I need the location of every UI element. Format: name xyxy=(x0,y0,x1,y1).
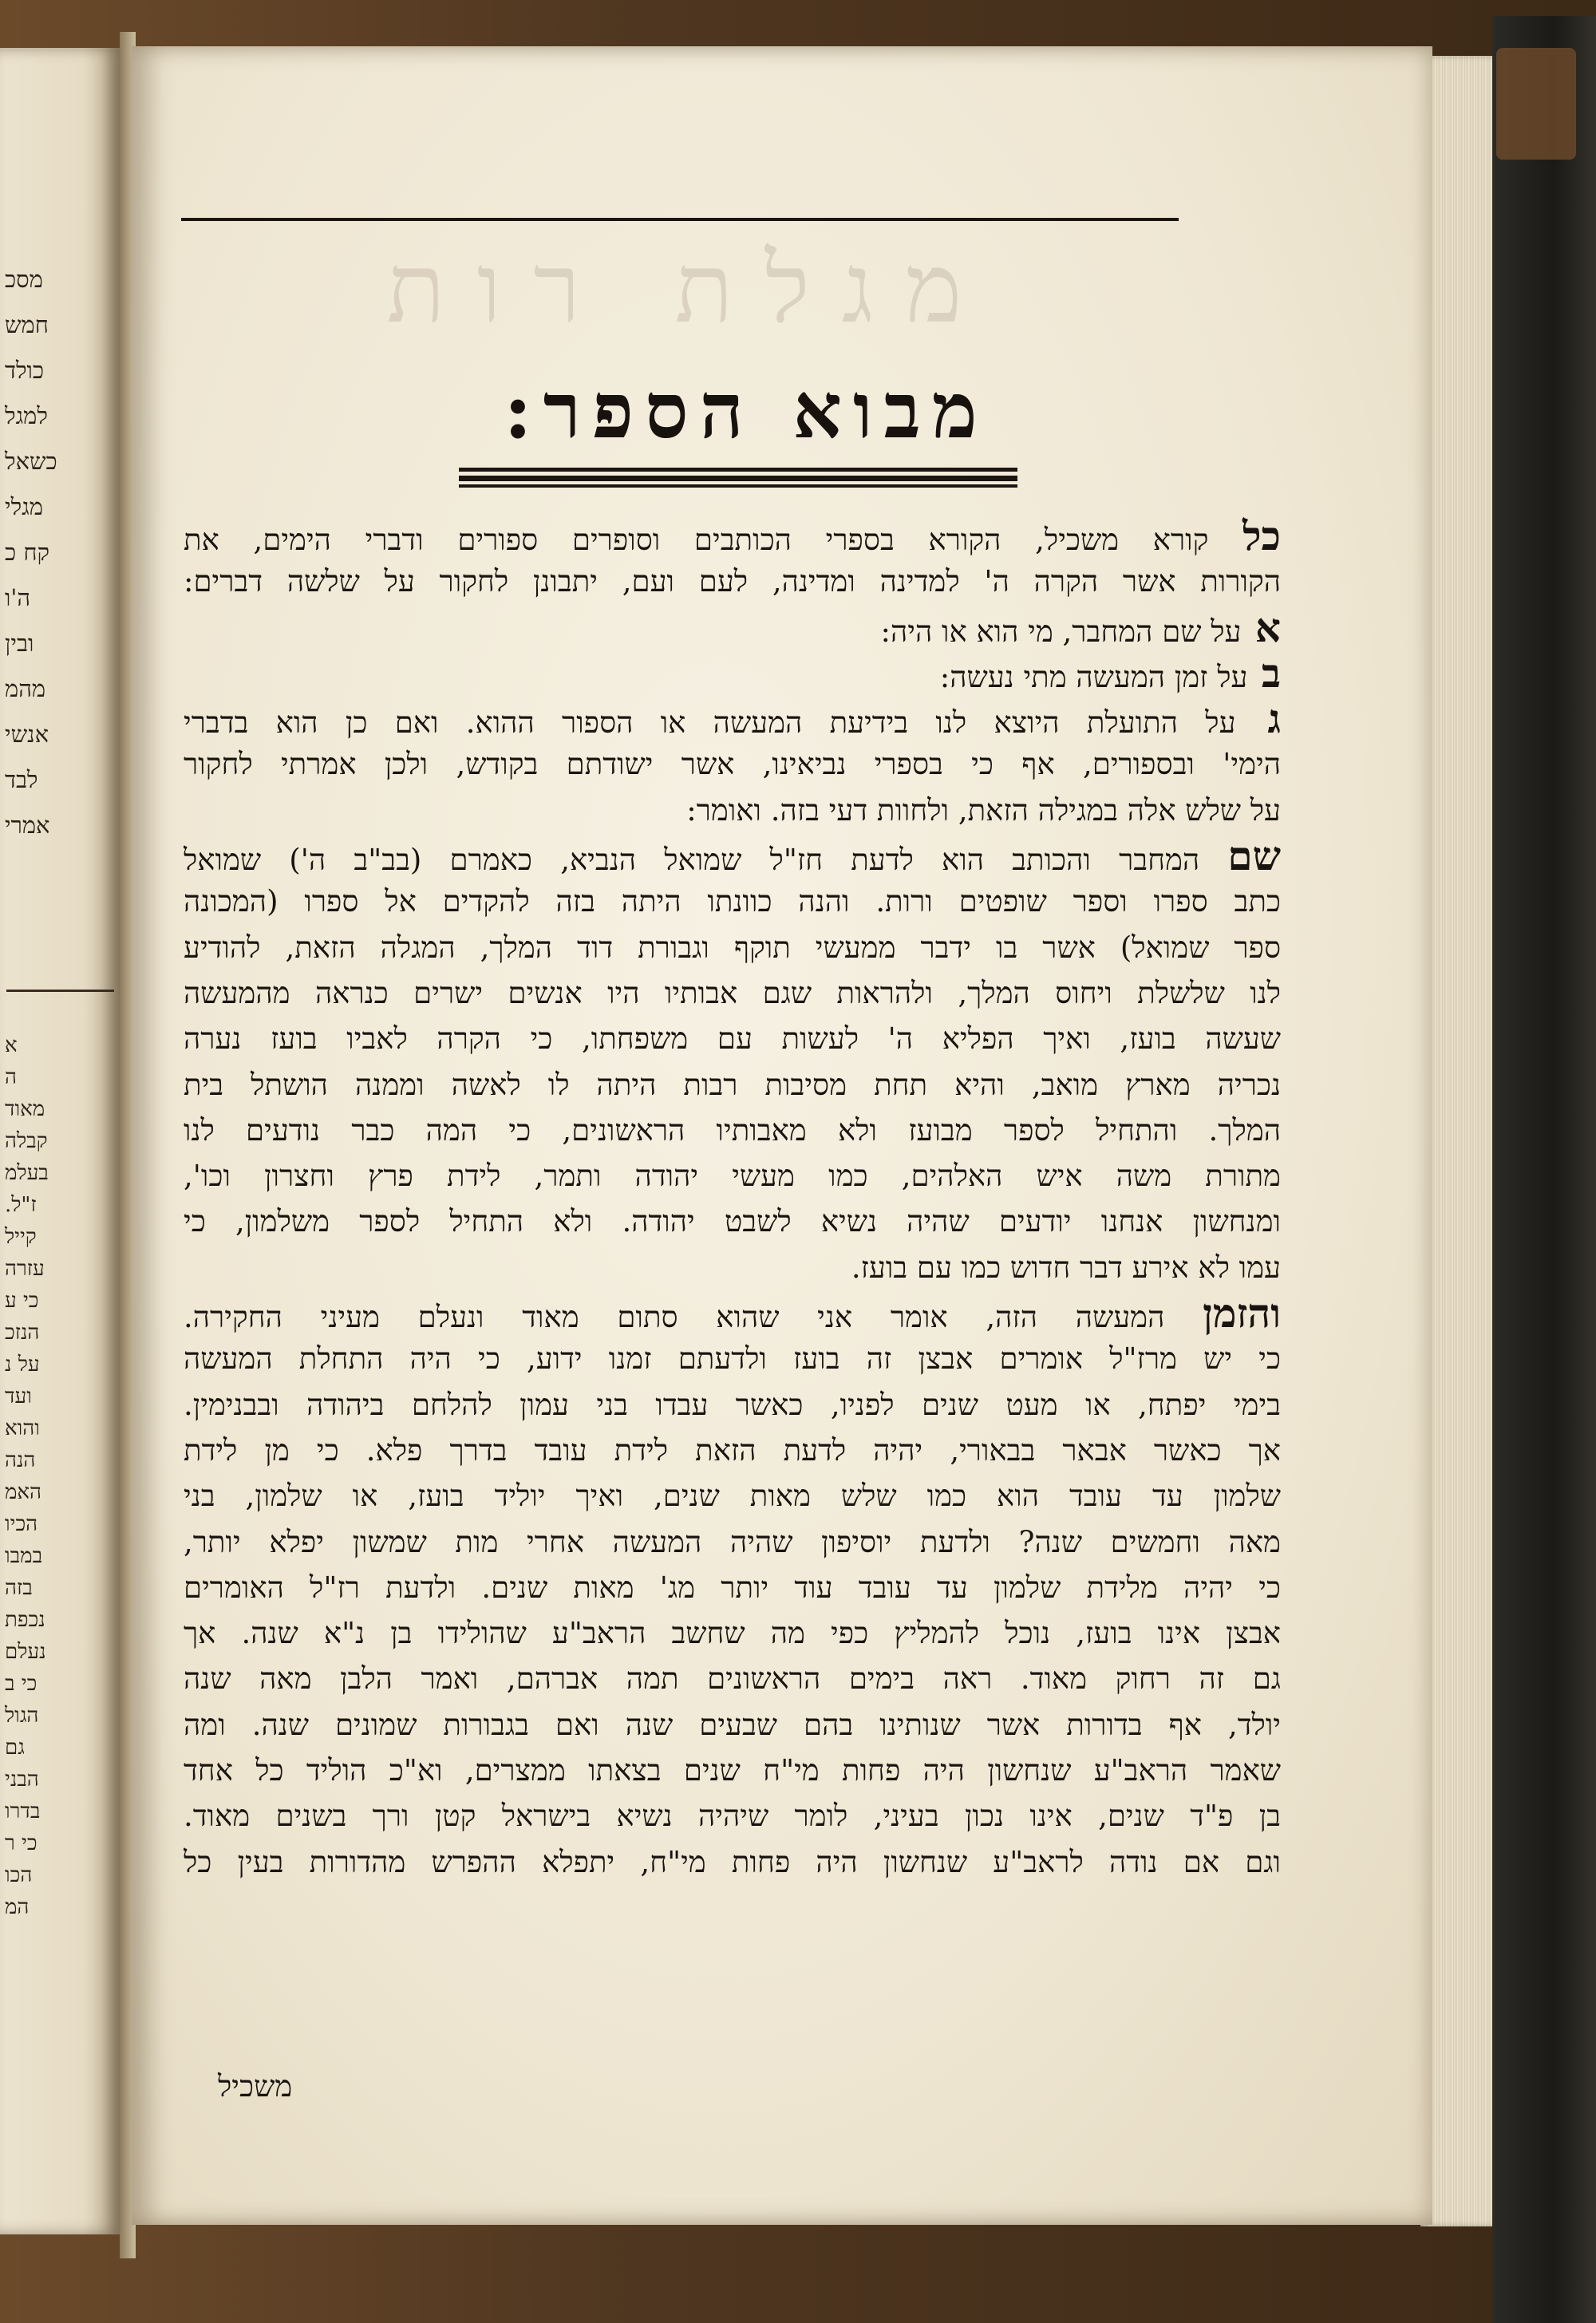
text-line: וגם אם נודה לראב"ע שנחשון היה פחות מי"ח, יתפלא ההפרש מהדורות בעין כל xyxy=(184,1844,1281,1879)
previous-page-line: כי ע xyxy=(5,1289,39,1313)
catchword: משכיל xyxy=(218,2069,293,2104)
previous-page-line: חמש xyxy=(5,311,49,338)
previous-page-line: על נ xyxy=(5,1353,40,1377)
text-line: שם המחבר והכותב הוא לדעת חז"ל שמואל הנביא, כאמרם (בב"ב ה') שמואל xyxy=(184,833,1281,879)
text-line: על שלש אלה במגילה הזאת, ולחוות דעי בזה. ואומר: xyxy=(686,792,1281,828)
text-line: נכריה מארץ מואב, והיא תחת מסיבות רבות היתה לו לאשה וממנה הושתל בית xyxy=(184,1067,1281,1102)
text-line: שאמר הראב"ע שנחשון היה פחות מי"ח שנים בצאתו ממצרים, וא"כ הוליד כל אחד xyxy=(184,1753,1281,1788)
text-line: בימי יפתח, או מעט שנים לפניו, כאשר עבדו בני עמון להלחם ביהודה ובבנימין. xyxy=(184,1387,1281,1422)
previous-page-line: קייל xyxy=(5,1225,37,1249)
book-cover xyxy=(1492,16,1596,2323)
previous-page-line: כי ב xyxy=(5,1672,38,1696)
previous-page-line: כשאל xyxy=(5,448,57,475)
page-block-edge xyxy=(1420,56,1500,2226)
previous-page-line: ה xyxy=(5,1065,17,1089)
previous-page-line: מגלי xyxy=(5,493,43,520)
previous-page-line: הכיו xyxy=(5,1512,38,1536)
previous-page-line: אנשי xyxy=(5,721,49,748)
previous-page-line: מסכ xyxy=(5,266,43,293)
top-rule xyxy=(181,218,1179,221)
text-line: שלמון עד עובד הוא כמו שלש מאות שנים, ואיך יוליד בועז, או שלמון, בני xyxy=(184,1479,1281,1514)
main-page xyxy=(132,46,1432,2225)
previous-page-line: עזרה xyxy=(5,1257,45,1281)
text-line: ג על התועלת היוצא לנו בידיעת המעשה או הספור ההוא. ואם כן הוא בדברי xyxy=(184,696,1281,742)
text-line: כל קורא משכיל, הקורא בספרי הכותבים וסופרים ספורים ודברי הימים, את xyxy=(184,513,1281,559)
previous-page-line: הכו xyxy=(5,1863,33,1887)
previous-page-line: ה'ו xyxy=(5,584,31,611)
previous-page-line: והוא xyxy=(5,1416,40,1440)
previous-page-line: לבד xyxy=(5,766,38,793)
previous-page-line: נעלם xyxy=(5,1640,46,1664)
cover-wear-patch xyxy=(1496,48,1576,160)
previous-page-line: בדרו xyxy=(5,1800,41,1823)
previous-page-line: האמ xyxy=(5,1480,41,1504)
title-ornament-rule xyxy=(459,468,1017,488)
previous-page-line: ועד xyxy=(5,1385,32,1408)
previous-page-text-top xyxy=(5,257,117,848)
text-line: הימי' ובספורים, אף כי בספרי נביאינו, אשר ישודתם בקודש, ולכן אמרתי לחקור xyxy=(184,747,1281,782)
previous-page-line: קח כ xyxy=(5,539,50,566)
text-line: מאה וחמשים שנה? ולדעת יוסיפון שהיה המעשה אחרי מות שמשון יפלא יותר, xyxy=(184,1524,1281,1559)
previous-page-line: במבו xyxy=(5,1544,43,1568)
previous-page-line: כולד xyxy=(5,357,45,384)
page-title: מבוא הספר: xyxy=(504,365,989,456)
previous-page-line: הנה xyxy=(5,1448,36,1472)
text-line: עמו לא אירע דבר חדוש כמו עם בועז. xyxy=(851,1250,1281,1285)
previous-page-text-bottom xyxy=(5,1029,117,1923)
previous-page-line: המ xyxy=(5,1895,30,1919)
previous-page-line: הבני xyxy=(5,1768,39,1792)
previous-page-line: קבלה xyxy=(5,1129,48,1153)
text-line: גם זה רחוק מאוד. ראה בימים הראשונים תמה אברהם, ואמר הלבן מאה שנה xyxy=(184,1661,1281,1697)
previous-page-line: הנזכ xyxy=(5,1321,40,1345)
previous-page-line: בזה xyxy=(5,1576,33,1600)
text-line: כי יש מרז"ל אומרים אבצן זה בועז ולדעתם זמנו ידוע, כי היה התחלת המעשה xyxy=(184,1341,1281,1377)
previous-page-line: הגול xyxy=(5,1704,39,1728)
text-line: הקורות אשר הקרה ה' למדינה ומדינה, לעם ועם, יתבונן לחקור על שלשה דברים: xyxy=(184,564,1281,599)
previous-page-line: נכפת xyxy=(5,1608,45,1632)
text-line: והזמן המעשה הזה, אומר אני שהוא סתום מאוד ונעלם מעיני החקירה. xyxy=(184,1290,1281,1337)
previous-page-line: כי ר xyxy=(5,1831,38,1855)
previous-page-line: א xyxy=(5,1033,18,1057)
previous-page-line: מהמ xyxy=(5,675,46,702)
text-line: ב על זמן המעשה מתי נעשה: xyxy=(939,650,1281,697)
text-line: מתורת משה איש האלהים, כמו מעשי יהודה ותמר, לידת פרץ וחצרון וכו', xyxy=(184,1159,1281,1194)
previous-page-line: גם xyxy=(5,1736,25,1760)
previous-page-line: ובין xyxy=(5,630,34,657)
text-line: שעשה בועז, ואיך הפליא ה' לעשות עם משפחתו, כי הקרה לאביו בועז נערה xyxy=(184,1021,1281,1057)
previous-page-line: בעלמ xyxy=(5,1161,49,1185)
text-line: כי יהיה מלידת שלמון עד עובד עוד יותר מג' מאות שנים. ולדעת רז"ל האומרים xyxy=(184,1570,1281,1605)
previous-page-line: מאוד xyxy=(5,1097,45,1121)
previous-page-line: למגל xyxy=(5,402,48,429)
text-line: א על שם המחבר, מי הוא או היה: xyxy=(880,604,1281,650)
text-line: אבצן אינו בועז, נוכל להמליץ כפי מה שחשב הראב"ע שהולידו בן נ"א שנה. אך xyxy=(184,1616,1281,1651)
show-through-heading: מגלת רות xyxy=(386,234,994,345)
text-line: בן פ"ד שנים, אינו נכון בעיני, לומר שיהיה נשיא בישראל קטן ורך בשנים מאוד. xyxy=(184,1799,1281,1834)
previous-page-rule xyxy=(6,990,114,992)
body-text xyxy=(184,513,1281,1885)
text-line: ספר שמואל) אשר בו ידבר ממעשי תוקף וגבורת דוד המלך, המגלה הזאת, להודיע xyxy=(184,930,1281,965)
text-line: אך כאשר אבאר בבאורי, יהיה לדעת הזאת לידת עובד בדרך פלא. כי מן לידת xyxy=(184,1432,1281,1468)
text-line: ומנחשון אנחנו יודעים שהיה נשיא לשבט יהודה. ולא התחיל לספר משלמון, כי xyxy=(184,1204,1281,1239)
previous-page-fragment xyxy=(0,48,120,2234)
text-line: לנו שלשלת ויחוס המלך, ולהראות שגם אבותיו היו אנשים ישרים כנראה מהמעשה xyxy=(184,975,1281,1010)
previous-page-line: ז"ל. xyxy=(5,1193,37,1217)
previous-page-line: אמרי xyxy=(5,812,50,839)
text-line: כתב ספרו וספר שופטים ורות. והנה כוונתו היתה בזה להקדים אל ספרו (המכונה xyxy=(184,884,1281,919)
text-line: המלך. והתחיל לספר מבועז ולא מאבותיו הראשונים, כי המה כבר נודעים לנו xyxy=(184,1112,1281,1148)
text-line: יולד, אף בדורות אשר שנותינו בהם שבעים שנה ואם בגבורות שמונים שנה. ומה xyxy=(184,1707,1281,1742)
